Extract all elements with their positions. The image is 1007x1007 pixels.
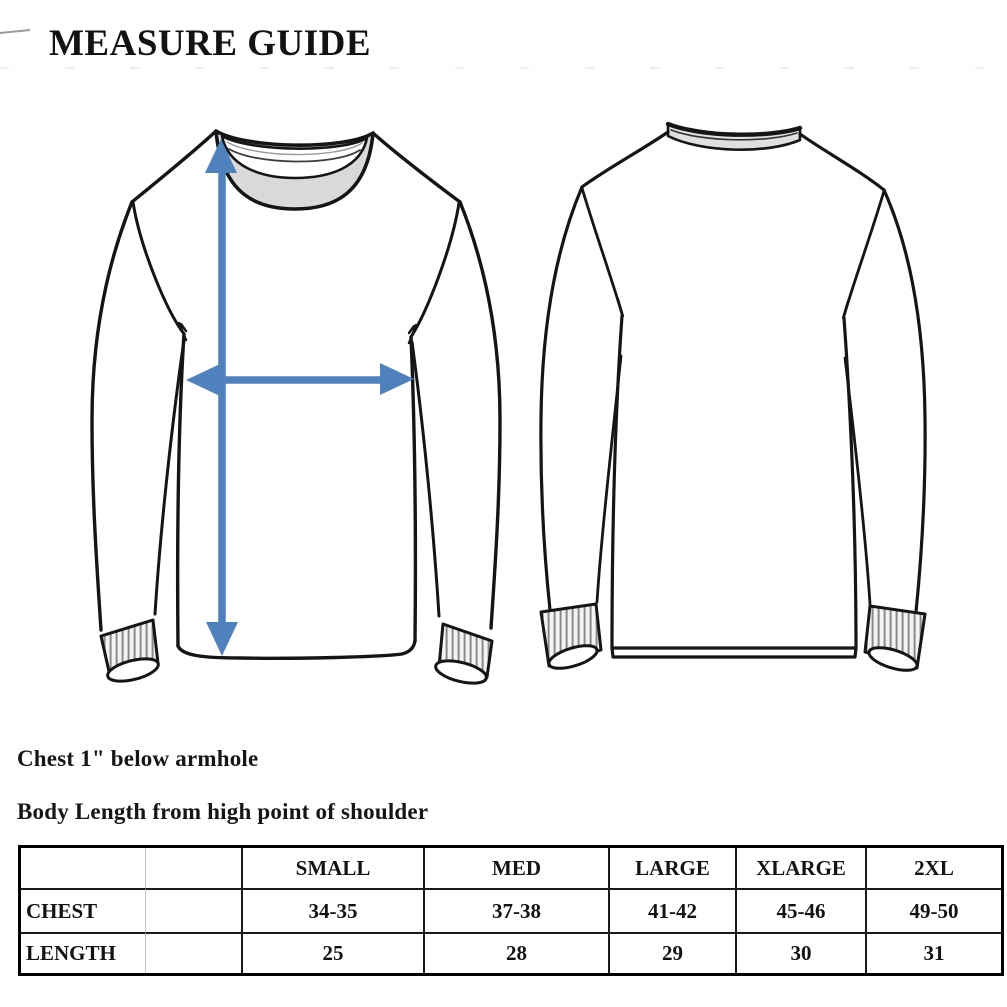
chest-value-large: 41-42 — [608, 888, 735, 932]
back-right-cuff — [865, 606, 925, 675]
chest-value-med: 37-38 — [423, 888, 608, 932]
chest-width-arrow — [186, 363, 414, 396]
page-title: MEASURE GUIDE — [49, 23, 372, 64]
chest-value-2xl: 49-50 — [865, 888, 1001, 932]
back-left-cuff — [541, 604, 601, 673]
back-shirt-drawing — [541, 124, 925, 675]
size-table — [18, 845, 1004, 976]
front-collar — [216, 131, 373, 209]
front-left-cuff — [101, 620, 161, 686]
row-label-chest: CHEST — [21, 888, 145, 932]
size-table-corner-cell — [21, 848, 145, 888]
col-header-large: LARGE — [608, 848, 735, 888]
front-shirt-drawing — [92, 131, 500, 688]
row-label-length: LENGTH — [21, 932, 145, 973]
front-right-cuff — [433, 624, 492, 688]
size-table-gap-header — [145, 848, 241, 888]
note-body-length-measure: Body Length from high point of shoulder — [17, 799, 429, 824]
length-value-xlarge: 30 — [735, 932, 865, 973]
chest-value-xlarge: 45-46 — [735, 888, 865, 932]
col-header-2xl: 2XL — [865, 848, 1001, 888]
length-value-med: 28 — [423, 932, 608, 973]
length-value-small: 25 — [241, 932, 423, 973]
body-length-arrow — [205, 139, 238, 656]
chest-value-small: 34-35 — [241, 888, 423, 932]
note-chest-measure: Chest 1" below armhole — [17, 746, 259, 771]
length-value-2xl: 31 — [865, 932, 1001, 973]
chest-gap-cell — [145, 888, 241, 932]
length-gap-cell — [145, 932, 241, 973]
col-header-med: MED — [423, 848, 608, 888]
col-header-small: SMALL — [241, 848, 423, 888]
col-header-xlarge: XLARGE — [735, 848, 865, 888]
back-collar — [668, 124, 800, 150]
length-value-large: 29 — [608, 932, 735, 973]
